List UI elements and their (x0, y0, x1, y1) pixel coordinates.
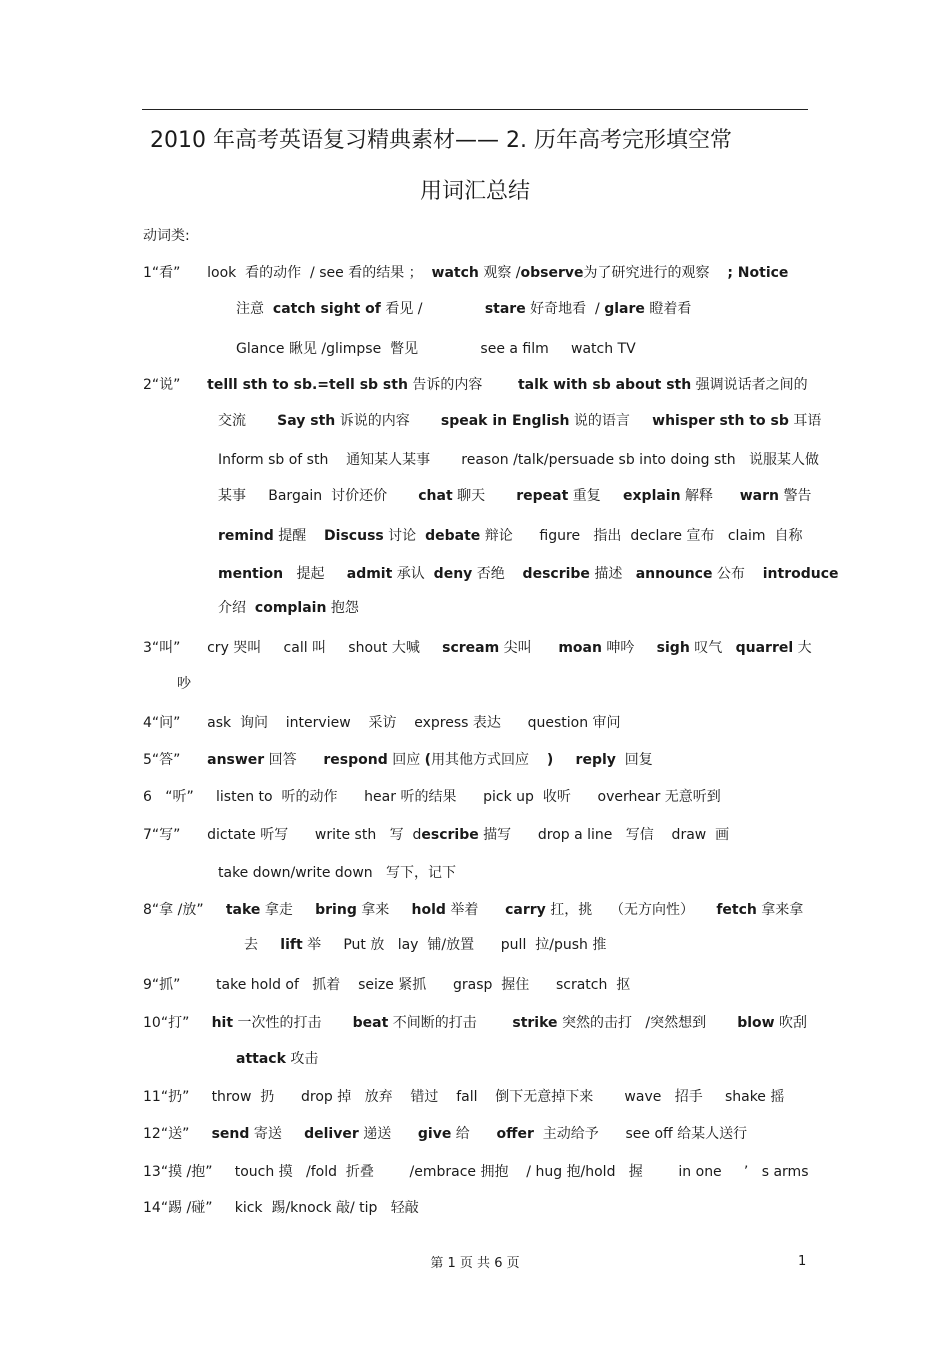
vocab-text: 一次性的打击 (233, 1015, 353, 1031)
vocab-term: remind (218, 528, 274, 544)
vocab-text: 抱怨 (326, 600, 359, 616)
vocab-text: 1“看” (143, 265, 181, 281)
vocab-term: explain (623, 488, 681, 504)
vocab-text: 告诉的内容 (407, 377, 518, 393)
vocab-text: 好奇地看 / (525, 301, 605, 317)
vocab-line (143, 976, 630, 994)
vocab-term: telll sth to sb.=tell sb sth (207, 377, 408, 393)
vocab-term: sigh (656, 640, 690, 656)
vocab-term: answer (207, 752, 265, 768)
vocab-text: 扛，挑 （无方向性） (545, 902, 717, 918)
vocab-text: 举着 (445, 902, 506, 918)
vocab-term: lift (280, 937, 303, 953)
vocab-text: 举 Put 放 lay 铺/放置 pull 拉/push 推 (302, 937, 607, 953)
vocab-line (143, 1014, 807, 1032)
vocab-text: 6 “听” listen to 听的动作 hear 听的结果 pick up 收听 overhear 无意听到 (143, 789, 721, 805)
vocab-term: beat (352, 1015, 389, 1031)
vocab-text: 9“抓” take hold of 抓着 seize 紧抓 grasp 握住 scratch 抠 (143, 977, 631, 993)
vocab-text: Inform sb of sth 通知某人某事 reason /talk/persuade sb into doing sth 说服某人做 (218, 452, 820, 468)
vocab-term: ; Notice (727, 265, 789, 281)
vocab-text: take down/write down 写下，记下 (218, 865, 457, 881)
vocab-term: ( (424, 752, 432, 768)
vocab-text: 大 (793, 640, 812, 656)
vocab-term: warn (739, 488, 779, 504)
vocab-text: 观察 / (478, 265, 521, 281)
vocab-line (218, 527, 802, 545)
vocab-line (218, 412, 821, 430)
vocab-term: hit (211, 1015, 234, 1031)
vocab-line (143, 1088, 784, 1106)
vocab-line (143, 1125, 747, 1143)
vocab-term: ) (546, 752, 554, 768)
vocab-term: Discuss (324, 528, 384, 544)
vocab-term: offer (496, 1126, 534, 1142)
vocab-term: admit (346, 566, 393, 582)
document-title-line2: 用词汇总结 (419, 179, 530, 204)
vocab-text: 去 (244, 937, 281, 953)
vocab-text: 10“打” (143, 1015, 212, 1031)
vocab-term: observe (520, 265, 584, 281)
vocab-term: take (225, 902, 261, 918)
vocab-text: 警告 (779, 488, 812, 504)
vocab-line (218, 487, 811, 505)
vocab-line (236, 300, 691, 318)
vocab-term: repeat (516, 488, 569, 504)
vocab-text: 用其他方式回应 (431, 752, 547, 768)
vocab-text: 强调说话者之间的 (691, 377, 808, 393)
vocab-text: 辩论 figure 指出 declare 宣布 claim 自称 (480, 528, 803, 544)
vocab-text: 瞪着看 (644, 301, 692, 317)
vocab-text: 呻吟 (601, 640, 657, 656)
vocab-term: quarrel (735, 640, 794, 656)
vocab-term: attack (236, 1051, 286, 1067)
vocab-text: 尖叫 (499, 640, 559, 656)
vocab-term: strike (512, 1015, 558, 1031)
vocab-term: mention (218, 566, 284, 582)
vocab-text: 为了研究进行的观察 (583, 265, 728, 281)
vocab-line (143, 901, 803, 919)
vocab-term: fetch (716, 902, 757, 918)
vocab-term: carry (505, 902, 546, 918)
vocab-text: look 看的动作 / see 看的结果 ； (180, 265, 432, 281)
document-title-line1: 2010 年高考英语复习精典素材—— 2. 历年高考完形填空常 (150, 128, 732, 153)
vocab-text: 吵 (177, 676, 191, 692)
vocab-text: 否绝 (472, 566, 523, 582)
vocab-line (236, 340, 636, 358)
vocab-term: escribe (421, 827, 479, 843)
vocab-line (218, 451, 819, 469)
vocab-line (143, 714, 621, 732)
vocab-term: complain (254, 600, 327, 616)
vocab-term: scream (442, 640, 500, 656)
vocab-text: 描述 (589, 566, 636, 582)
vocab-text: 突然的击打 /突然想到 (557, 1015, 738, 1031)
vocab-text: 介绍 (218, 600, 255, 616)
vocab-line (143, 826, 729, 844)
vocab-text: 回复 (615, 752, 653, 768)
vocab-term: Say sth (277, 413, 336, 429)
vocab-term: reply (575, 752, 616, 768)
vocab-text: 吹刮 (774, 1015, 808, 1031)
vocab-text: 重复 (568, 488, 624, 504)
vocab-text: 主动给予 see off 给某人送行 (533, 1126, 748, 1142)
vocab-text: 提起 (283, 566, 347, 582)
vocab-text: 说的语言 (569, 413, 653, 429)
vocab-term: blow (737, 1015, 775, 1031)
vocab-line (143, 1199, 419, 1217)
vocab-text: 拿来 (356, 902, 412, 918)
vocab-text: 2“说” (143, 377, 208, 393)
vocab-term: whisper sth to sb (652, 413, 789, 429)
vocab-line (143, 264, 788, 282)
vocab-text: 12“送” (143, 1126, 212, 1142)
vocab-line (143, 788, 721, 806)
vocab-term: catch sight of (272, 301, 381, 317)
vocab-text: 拿来拿 (756, 902, 804, 918)
vocab-text: 寄送 (249, 1126, 305, 1142)
vocab-term: debate (425, 528, 481, 544)
vocab-text: 回答 (264, 752, 324, 768)
vocab-text: 公布 (712, 566, 763, 582)
vocab-line (218, 599, 359, 617)
vocab-text: 提醒 (273, 528, 325, 544)
vocab-term: bring (315, 902, 357, 918)
vocab-term: moan (558, 640, 602, 656)
vocab-text: 7“写” dictate 听写 write sth 写 d (143, 827, 422, 843)
vocab-line (236, 1050, 318, 1068)
vocab-term: chat (418, 488, 453, 504)
vocab-term: send (211, 1126, 250, 1142)
vocab-text: 11“扔” throw 扔 drop 掉 放弃 错过 fall 倒下无意掉下来 wave 招手 shake 摇 (143, 1089, 785, 1105)
vocab-term: announce (635, 566, 713, 582)
vocab-text: Glance 瞅见 /glimpse 瞥见 see a film watch TV (236, 341, 636, 357)
vocab-line (143, 639, 812, 657)
vocab-term: watch (431, 265, 479, 281)
vocab-line (143, 751, 653, 769)
vocab-line (218, 565, 839, 583)
vocab-text: 叹气 (689, 640, 736, 656)
vocab-term: introduce (762, 566, 839, 582)
vocab-text: 攻击 (285, 1051, 319, 1067)
vocab-term: speak in English (440, 413, 570, 429)
vocab-text: 承认 (392, 566, 434, 582)
vocab-text: 讨论 (383, 528, 426, 544)
vocab-line (143, 1163, 809, 1181)
vocab-text: 交流 (218, 413, 278, 429)
vocab-term: give (417, 1126, 452, 1142)
section-heading: 动词类: (143, 228, 190, 244)
vocab-term: hold (411, 902, 446, 918)
vocab-term: deny (433, 566, 473, 582)
header-rule (142, 109, 808, 110)
vocab-line (177, 675, 191, 693)
vocab-line (218, 864, 456, 882)
vocab-term: deliver (304, 1126, 359, 1142)
vocab-text: 耳语 (788, 413, 822, 429)
vocab-text: 回应 (387, 752, 425, 768)
vocab-text: 递送 (358, 1126, 418, 1142)
vocab-text: 某事 Bargain 讨价还价 (218, 488, 419, 504)
vocab-term: respond (323, 752, 388, 768)
vocab-text: 4“问” ask 询问 interview 采访 express 表达 question 审问 (143, 715, 621, 731)
vocab-term: describe (522, 566, 590, 582)
vocab-text: 看见 / (380, 301, 485, 317)
vocab-text: 14“踢 /碰” kick 踢/knock 敲/ tip 轻敲 (143, 1200, 419, 1216)
vocab-text (553, 752, 575, 768)
vocab-text: 注意 (236, 301, 273, 317)
vocab-line (143, 376, 808, 394)
page-number: 1 (798, 1254, 807, 1269)
vocab-text: 诉说的内容 (335, 413, 441, 429)
vocab-text: 8“拿 /放” (143, 902, 226, 918)
vocab-text: 不间断的打击 (388, 1015, 513, 1031)
vocab-line (244, 936, 606, 954)
vocab-term: stare (484, 301, 526, 317)
vocab-text: 13“摸 /抱” touch 摸 /fold 折叠 /embrace 拥抱 / hug 抱/hold 握 in one ’ s arms (143, 1164, 809, 1180)
vocab-text: 拿走 (260, 902, 316, 918)
vocab-term: glare (604, 301, 645, 317)
vocab-text: 聊天 (452, 488, 517, 504)
vocab-text: 解释 (680, 488, 740, 504)
vocab-term: talk with sb about sth (517, 377, 692, 393)
page-footer: 第 1 页 共 6 页 (430, 1256, 520, 1271)
vocab-text: 3“叫” cry 哭叫 call 叫 shout 大喊 (143, 640, 443, 656)
vocab-text: 5“答” (143, 752, 208, 768)
vocab-text: 描写 drop a line 写信 draw 画 (478, 827, 730, 843)
vocab-text: 给 (451, 1126, 497, 1142)
